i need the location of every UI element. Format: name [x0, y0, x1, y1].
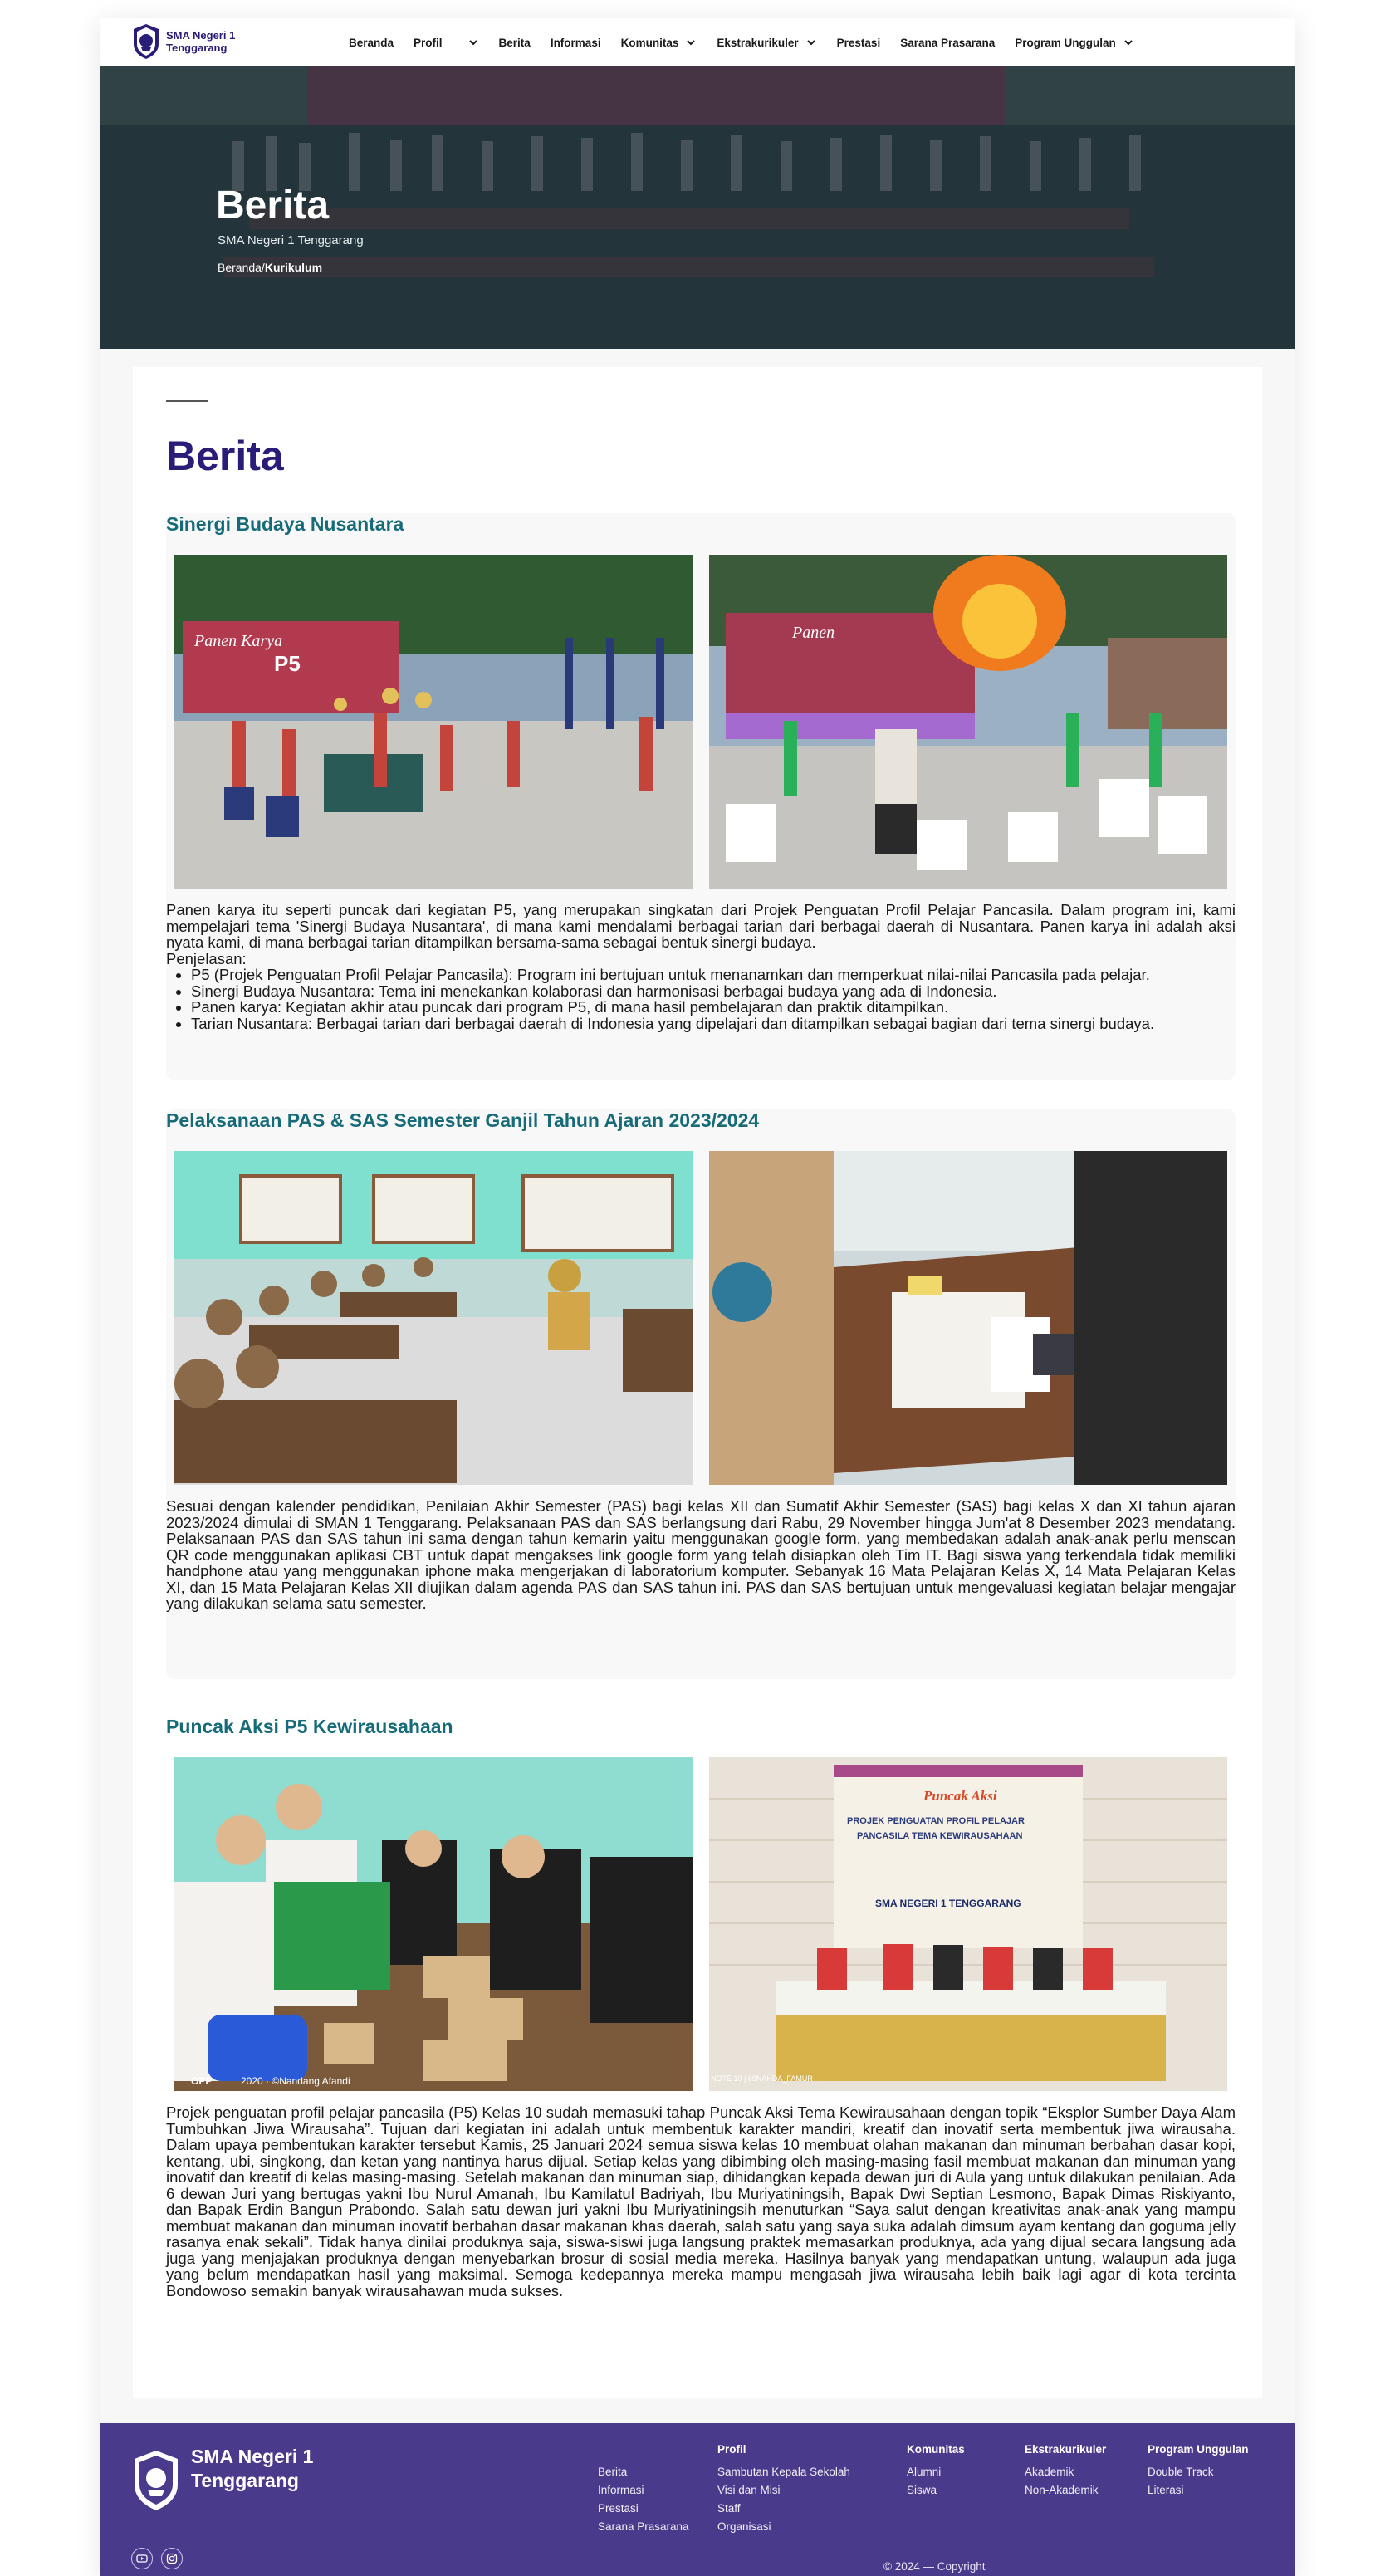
- footer-column-title: Komunitas: [907, 2443, 965, 2456]
- nav-komunitas[interactable]: [621, 37, 698, 49]
- list-item: • P5 (Projek Penguatan Profil Pelajar Pancasila): Program ini bertujuan untuk menanamkan dan memperkuat nilai-nilai Pancasila pada pelajar.: [191, 967, 1236, 983]
- watermark-text: NOTE 10 | 69NAHDA_FAMUR: [711, 2074, 813, 2083]
- chevron-down-icon: [1123, 37, 1134, 48]
- brand[interactable]: [131, 22, 257, 61]
- banner-text: Panen Karya: [194, 632, 283, 650]
- footer-link[interactable]: Informasi: [598, 2484, 644, 2496]
- school-logo-icon: [131, 22, 161, 61]
- nav-label: Prestasi: [836, 36, 881, 49]
- brand-name: SMA Negeri 1 Tenggarang: [166, 29, 236, 54]
- nav-label: Ekstrakurikuler: [717, 36, 799, 49]
- article-photo[interactable]: [709, 1151, 1227, 1485]
- nav-label: Program Unggulan: [1015, 36, 1116, 49]
- footer-column-title: Profil: [717, 2443, 746, 2456]
- article-paragraph: Panen karya itu seperti puncak dari kegiatan P5, yang merupakan singkatan dari Projek Penguatan Profil Pelajar Pancasila. Dalam program ini, kami mempelajari tema 'Sinergi Budaya Nusantara', di mana kami mendalami berbagai tarian dari berbagai daerah di Nusantara. Panen karya ini adalah aksi nyata kami, di mana berbagai tarian ditampilkan bersama-sama sebagai bentuk sinergi budaya.: [166, 901, 1236, 951]
- footer-link[interactable]: Double Track: [1148, 2466, 1214, 2478]
- footer-link[interactable]: Siswa: [907, 2484, 937, 2496]
- banner-text: PROJEK PENGUATAN PROFIL PELAJAR: [847, 1816, 1025, 1826]
- article-card: [166, 1109, 1236, 1679]
- nav-informasi[interactable]: [551, 37, 601, 49]
- article-paragraph: Penjelasan:: [166, 949, 247, 967]
- nav-label: Komunitas: [620, 36, 679, 49]
- page-title: Berita: [166, 433, 284, 479]
- main-menu: [349, 18, 1154, 66]
- article-body: [166, 2104, 1236, 2299]
- hero-title: Berita: [216, 184, 330, 228]
- nav-label: Informasi: [550, 36, 601, 49]
- chevron-down-icon: [805, 37, 817, 48]
- footer-link[interactable]: Prestasi: [598, 2502, 639, 2515]
- article-paragraph: Projek penguatan profil pelajar pancasila (P5) Kelas 10 sudah memasuki tahap Puncak Aksi Tema Kewirausahaan dengan topik “Eksplor Sumber Daya Alam Tumbuhkan Jiwa Wirausaha”. Tujuan dari kegiatan ini adalah untuk membentuk karakter mandiri, kreatif dan inovatif serta membentuk jiwa wirausaha. Dalam upaya pembentukan karakter tersebut Kamis, 25 Januari 2024 semua siswa kelas 10 membuat olahan makanan dan minuman berbahan dasar kopi, kentang, ubi, singkong, dan ketan yang nantinya harus dijual. Setiap kelas yang dibimbing oleh masing-masing fasil membuat makanan dan minuman yang inovatif dan kreatif di kelas masing-masing. Setelah makanan dan minuman siap, dihidangkan kepada dewan juri di Aula yang untuk dilakukan penilaian. Ada 6 dewan Juri yang bertugas yakni Ibu Nurul Amanah, Ibu Kamilatul Badriyah, Ibu Muriyatiningsih, Bapak Dwi Septian Lesmono, Bapak Dimas Riskiyanto, dan Bapak Erdin Bangun Prabondo. Salah satu dewan juri yakni Ibu Muriyatiningsih menuturkan “Saya salut dengan kreativitas anak-anak yang mampu membuat makanan dan minuman inovatif berbahan dasar makanan khas daerah, salah satu yang saya suka adalah dimsum ayam kentang dan goguma jelly rasanya enak sekali”. Tidak hanya dinilai produknya saja, siswa-siswi juga langsung praktek memasarkan produknya, ada yang dijual secara langsung ada juga yang menjajakan produknya dengan menyebarkan brosur di sosial media mereka. Hasilnya banyak yang mendapatkan untung, walaupun ada juga yang belum mendapatkan hasil yang maksimal. Semoga kedepannya mereka mampu mengasah jiwa wirausaha lebih baik lagi agar di kota tercinta Bondowoso semakin banyak wirausahawan muda sukses.: [166, 2103, 1236, 2299]
- footer-link[interactable]: Visi dan Misi: [717, 2484, 781, 2496]
- title-rule: [166, 400, 208, 402]
- footer-link[interactable]: Sarana Prasarana: [598, 2520, 689, 2533]
- nav-sarana-prasarana[interactable]: [900, 37, 995, 49]
- breadcrumb: [218, 261, 322, 274]
- banner-text: SMA NEGERI 1 TENGGARANG: [875, 1898, 1021, 1909]
- article-photo[interactable]: [174, 1151, 693, 1485]
- article-body: [166, 902, 1236, 1031]
- article-title[interactable]: Sinergi Budaya Nusantara: [166, 513, 404, 535]
- banner-text: P5: [274, 651, 301, 676]
- footer-link[interactable]: Organisasi: [717, 2520, 771, 2533]
- nav-label: Profil: [414, 36, 443, 49]
- footer-link[interactable]: Non-Akademik: [1025, 2484, 1099, 2496]
- nav-ekstrakurikuler[interactable]: [717, 37, 816, 49]
- page-frame: [100, 18, 1295, 2576]
- main-content: [133, 367, 1262, 2398]
- breadcrumb-home[interactable]: Beranda/: [218, 261, 265, 274]
- article-title[interactable]: Pelaksanaan PAS & SAS Semester Ganjil Tahun Ajaran 2023/2024: [166, 1109, 760, 1131]
- nav-label: Sarana Prasarana: [900, 36, 996, 49]
- nav-beranda[interactable]: [349, 37, 394, 49]
- list-item: • Sinergi Budaya Nusantara: Tema ini menekankan kolaborasi dan harmonisasi berbagai budaya yang ada di Indonesia.: [191, 983, 1236, 1000]
- footer-link[interactable]: Akademik: [1025, 2466, 1074, 2478]
- article-paragraph: Sesuai dengan kalender pendidikan, Penilaian Akhir Semester (PAS) bagi kelas XII dan Sumatif Akhir Semester (SAS) bagi kelas X dan XI tahun ajaran 2023/2024 dimulai di SMAN 1 Tenggarang. Pelaksanaan PAS dan SAS berlangsung dari Rabu, 29 November hingga Jum'at 8 Desember 2023 mendatang. Pelaksanaan PAS dan SAS tahun ini sama dengan tahun kemarin yaitu menggunakan google form, yang membedakan adalah anak-anak perlu menscan QR code menggunakan aplikasi CBT untuk dapat mengakses link google form yang telah disiapkan oleh Tim IT. Bagi siswa yang terkendala tidak memiliki handphone atau yang menggunakan iphone maka mengerjakan di laboratorium komputer. Sebanyak 16 Mata Pelajaran Kelas X, 14 Mata Pelajaran Kelas XI, dan 15 Mata Pelajaran Kelas XII diujikan dalam agenda PAS dan SAS tahun ini. PAS dan SAS bertujuan untuk mengevaluasi kegiatan belajar mengajar yang dilakukan selama satu semester.: [166, 1497, 1236, 1612]
- nav-label: Berita: [498, 36, 531, 49]
- footer-links: [598, 2463, 689, 2536]
- footer: [100, 2423, 1295, 2576]
- footer-link[interactable]: Alumni: [907, 2466, 942, 2478]
- footer-link[interactable]: Berita: [598, 2466, 628, 2478]
- watermark-text: 2020 · ©Nandang Afandi: [241, 2075, 350, 2087]
- nav-label: Beranda: [349, 36, 394, 49]
- instagram-icon[interactable]: [161, 2548, 183, 2569]
- nav-program-unggulan[interactable]: [1015, 37, 1134, 49]
- footer-column-title: Program Unggulan: [1148, 2443, 1249, 2456]
- copyright: © 2024 — Copyright: [884, 2560, 986, 2573]
- article-photo[interactable]: [709, 1757, 1227, 2091]
- nav-prestasi[interactable]: [837, 37, 881, 49]
- article-photo[interactable]: [709, 555, 1227, 889]
- chevron-down-icon: [467, 37, 479, 48]
- article-title[interactable]: Puncak Aksi P5 Kewirausahaan: [166, 1716, 453, 1737]
- list-item: • Tarian Nusantara: Berbagai tarian dari berbagai daerah di Indonesia yang dipelajari dan ditampilkan sebagai bagian dari tema sinergi budaya.: [191, 1016, 1236, 1032]
- footer-column-title: Ekstrakurikuler: [1025, 2443, 1107, 2456]
- footer-column-program-unggulan: [1148, 2443, 1249, 2500]
- article-body: [166, 1498, 1236, 1612]
- article-photo[interactable]: [174, 555, 693, 889]
- article-list: [191, 967, 1236, 1031]
- article-photo[interactable]: [174, 1757, 693, 2091]
- footer-link[interactable]: Staff: [717, 2502, 741, 2515]
- list-item: • Panen karya: Kegiatan akhir atau puncak dari program P5, di mana hasil pembelajaran dan praktik ditampilkan.: [191, 999, 1236, 1016]
- footer-column-ekstrakurikuler: [1025, 2443, 1106, 2500]
- banner-text: Puncak Aksi: [923, 1788, 997, 1804]
- school-logo-icon: [131, 2448, 181, 2513]
- hero-subtitle: SMA Negeri 1 Tenggarang: [218, 233, 364, 247]
- chevron-down-icon: [685, 37, 697, 48]
- footer-column-profil: [717, 2443, 850, 2536]
- nav-profil[interactable]: [414, 37, 479, 49]
- navbar: [100, 18, 1295, 66]
- banner-text: PANCASILA TEMA KEWIRAUSAHAAN: [857, 1831, 1023, 1841]
- article-card: [166, 1716, 1236, 2372]
- article-card: [166, 513, 1236, 1080]
- footer-link[interactable]: Literasi: [1148, 2484, 1184, 2496]
- banner-text: Panen: [792, 624, 835, 642]
- footer-brand: SMA Negeri 1 Tenggarang: [191, 2446, 314, 2491]
- breadcrumb-current: Kurikulum: [264, 261, 323, 274]
- footer-link[interactable]: Sambutan Kepala Sekolah: [717, 2466, 850, 2478]
- footer-column-komunitas: [907, 2443, 965, 2500]
- hero-banner: [100, 66, 1295, 349]
- youtube-icon[interactable]: [131, 2548, 153, 2569]
- nav-berita[interactable]: [499, 37, 531, 49]
- watermark-text: OPP: [191, 2075, 213, 2087]
